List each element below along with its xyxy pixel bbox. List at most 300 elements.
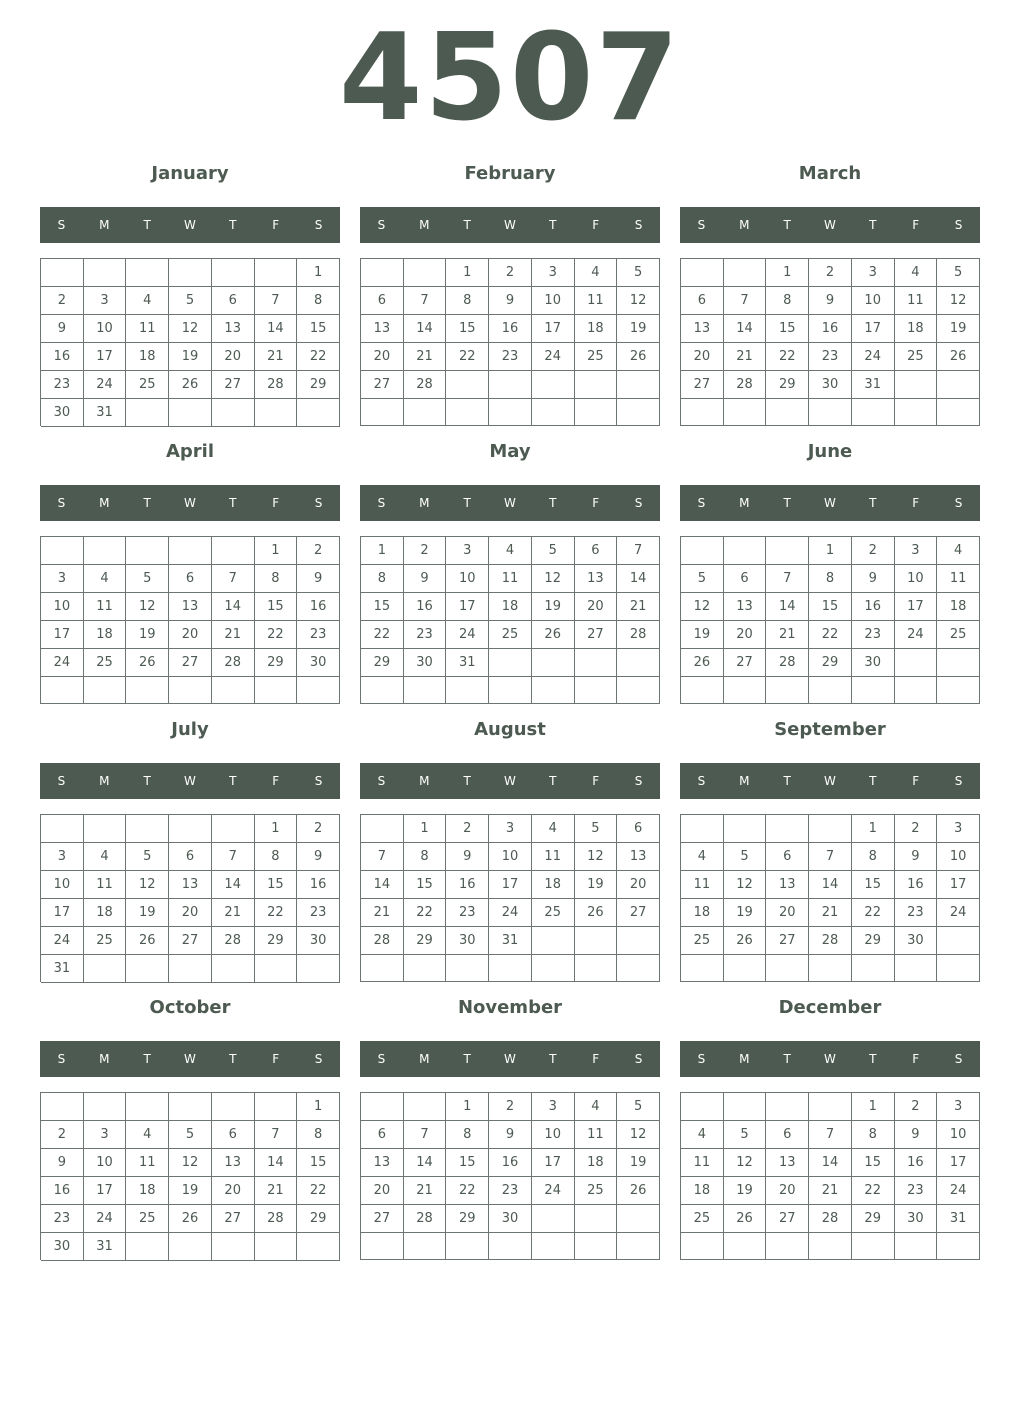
day-cell: 12	[126, 593, 169, 621]
day-cell	[724, 259, 767, 287]
day-cell: 16	[41, 1177, 84, 1205]
day-cell: 18	[575, 315, 618, 343]
day-cell: 12	[532, 565, 575, 593]
day-cell: 8	[255, 565, 298, 593]
day-cell	[126, 537, 169, 565]
day-cell: 29	[852, 927, 895, 955]
day-cell: 16	[809, 315, 852, 343]
day-cell: 4	[126, 287, 169, 315]
day-cell: 25	[489, 621, 532, 649]
day-cell	[766, 1093, 809, 1121]
day-cell: 28	[617, 621, 660, 649]
day-cell: 15	[852, 871, 895, 899]
day-cell: 8	[297, 287, 340, 315]
day-cell: 29	[255, 927, 298, 955]
month-name: November	[457, 997, 563, 1018]
weekday-label: S	[634, 1052, 643, 1066]
day-cell: 17	[532, 1149, 575, 1177]
day-cell	[84, 259, 127, 287]
day-cell: 3	[84, 1121, 127, 1149]
day-cell: 19	[617, 1149, 660, 1177]
day-cell	[297, 399, 340, 427]
day-cell	[852, 1233, 895, 1260]
day-cell: 15	[446, 315, 489, 343]
day-cell	[809, 677, 852, 704]
day-cell: 6	[681, 287, 724, 315]
day-cell: 21	[404, 1177, 447, 1205]
day-cell: 25	[575, 1177, 618, 1205]
weekday-label: W	[504, 1052, 516, 1066]
day-cell: 9	[297, 565, 340, 593]
day-cell: 20	[169, 621, 212, 649]
weekday-label: T	[143, 496, 151, 510]
weekday-label: S	[697, 218, 706, 232]
day-cell: 10	[937, 843, 980, 871]
day-cell: 8	[809, 565, 852, 593]
day-cell	[532, 927, 575, 955]
weekday-label: F	[592, 496, 600, 510]
day-cell: 14	[212, 593, 255, 621]
day-cell: 5	[617, 259, 660, 287]
day-cell: 12	[937, 287, 980, 315]
day-cell	[404, 1233, 447, 1260]
day-cell: 24	[489, 899, 532, 927]
weekday-label: T	[869, 774, 877, 788]
day-cell: 7	[255, 287, 298, 315]
day-cell: 23	[809, 343, 852, 371]
day-cell: 11	[937, 565, 980, 593]
weekday-label: M	[419, 496, 430, 510]
day-cell: 4	[937, 537, 980, 565]
day-cell	[169, 677, 212, 704]
weekday-label: M	[739, 496, 750, 510]
day-grid	[40, 536, 340, 704]
day-cell: 13	[361, 315, 404, 343]
day-cell: 31	[489, 927, 532, 955]
day-cell: 27	[681, 371, 724, 399]
day-cell	[446, 371, 489, 399]
day-cell	[895, 677, 938, 704]
day-grid	[680, 1092, 980, 1260]
day-cell: 20	[617, 871, 660, 899]
day-cell: 2	[895, 1093, 938, 1121]
day-cell: 21	[404, 343, 447, 371]
day-cell: 12	[681, 593, 724, 621]
weekday-label: T	[783, 218, 791, 232]
day-cell: 15	[809, 593, 852, 621]
day-cell	[489, 649, 532, 677]
day-cell	[532, 649, 575, 677]
weekday-label: T	[549, 496, 557, 510]
day-cell: 26	[681, 649, 724, 677]
day-cell	[297, 1233, 340, 1261]
day-cell: 19	[681, 621, 724, 649]
weekday-label: S	[314, 496, 323, 510]
weekday-label: F	[272, 774, 280, 788]
day-cell	[532, 955, 575, 982]
weekday-label: T	[463, 1052, 471, 1066]
day-cell	[212, 1093, 255, 1121]
day-cell	[404, 1093, 447, 1121]
day-grid	[360, 536, 660, 704]
day-cell: 8	[404, 843, 447, 871]
day-cell: 24	[937, 899, 980, 927]
day-cell	[809, 399, 852, 426]
day-cell: 13	[724, 593, 767, 621]
day-cell: 30	[895, 927, 938, 955]
day-cell: 1	[852, 815, 895, 843]
month-name: February	[464, 163, 556, 184]
month-name: August	[474, 719, 546, 740]
day-cell: 17	[84, 1177, 127, 1205]
day-cell: 6	[724, 565, 767, 593]
day-cell	[84, 537, 127, 565]
weekday-label: S	[954, 774, 963, 788]
weekday-label: S	[377, 1052, 386, 1066]
day-cell	[724, 677, 767, 704]
day-cell: 28	[809, 1205, 852, 1233]
weekday-label: M	[419, 774, 430, 788]
weekday-label: S	[377, 774, 386, 788]
day-cell	[617, 927, 660, 955]
day-cell: 20	[361, 343, 404, 371]
day-cell: 19	[169, 1177, 212, 1205]
weekday-header	[40, 207, 340, 243]
weekday-label: T	[229, 774, 237, 788]
day-cell: 16	[489, 1149, 532, 1177]
day-cell: 13	[212, 1149, 255, 1177]
day-cell: 11	[84, 871, 127, 899]
weekday-label: W	[824, 774, 836, 788]
day-cell: 27	[724, 649, 767, 677]
day-cell: 2	[489, 1093, 532, 1121]
day-cell	[895, 955, 938, 982]
day-cell: 3	[937, 815, 980, 843]
weekday-label: W	[504, 496, 516, 510]
day-cell: 9	[446, 843, 489, 871]
day-cell: 1	[766, 259, 809, 287]
day-cell: 21	[212, 899, 255, 927]
weekday-label: T	[143, 218, 151, 232]
day-cell	[212, 677, 255, 704]
day-cell	[212, 537, 255, 565]
day-cell: 27	[212, 1205, 255, 1233]
day-cell: 10	[84, 315, 127, 343]
day-cell: 26	[532, 621, 575, 649]
day-cell	[937, 1233, 980, 1260]
day-cell: 3	[895, 537, 938, 565]
day-cell: 3	[446, 537, 489, 565]
day-cell: 2	[297, 537, 340, 565]
day-cell: 17	[446, 593, 489, 621]
day-cell: 25	[937, 621, 980, 649]
day-cell	[126, 1093, 169, 1121]
day-grid	[360, 1092, 660, 1260]
day-cell	[617, 1233, 660, 1260]
day-cell	[169, 1233, 212, 1261]
day-cell: 28	[255, 371, 298, 399]
day-cell	[126, 677, 169, 704]
day-grid	[680, 536, 980, 704]
day-cell: 16	[404, 593, 447, 621]
day-cell: 20	[169, 899, 212, 927]
day-cell: 22	[809, 621, 852, 649]
day-cell: 26	[617, 343, 660, 371]
day-cell: 30	[41, 399, 84, 427]
day-cell: 25	[84, 927, 127, 955]
day-cell: 13	[169, 871, 212, 899]
day-cell: 13	[575, 565, 618, 593]
day-cell: 16	[297, 871, 340, 899]
day-cell	[532, 677, 575, 704]
weekday-label: T	[229, 218, 237, 232]
day-cell: 21	[255, 343, 298, 371]
month-march	[680, 160, 980, 426]
day-cell	[766, 537, 809, 565]
day-cell: 11	[126, 315, 169, 343]
day-cell: 22	[297, 1177, 340, 1205]
day-cell: 9	[895, 1121, 938, 1149]
day-cell: 1	[255, 815, 298, 843]
day-cell: 2	[446, 815, 489, 843]
day-cell: 25	[532, 899, 575, 927]
day-cell: 11	[532, 843, 575, 871]
weekday-header	[360, 763, 660, 799]
day-cell: 11	[575, 1121, 618, 1149]
day-cell	[84, 1093, 127, 1121]
day-cell: 6	[617, 815, 660, 843]
day-cell	[297, 677, 340, 704]
day-cell: 19	[126, 621, 169, 649]
weekday-header	[680, 207, 980, 243]
day-cell	[126, 1233, 169, 1261]
day-cell: 28	[212, 927, 255, 955]
day-cell	[895, 1233, 938, 1260]
weekday-label: S	[954, 218, 963, 232]
day-cell: 7	[255, 1121, 298, 1149]
day-cell: 29	[255, 649, 298, 677]
day-cell: 16	[852, 593, 895, 621]
year-title: 4507	[339, 9, 681, 148]
months-grid	[40, 160, 980, 1260]
day-cell	[724, 815, 767, 843]
day-cell: 9	[852, 565, 895, 593]
day-cell: 16	[446, 871, 489, 899]
day-cell: 2	[809, 259, 852, 287]
day-cell	[681, 955, 724, 982]
weekday-label: S	[697, 496, 706, 510]
day-cell: 14	[809, 1149, 852, 1177]
weekday-header	[40, 485, 340, 521]
day-cell: 21	[724, 343, 767, 371]
weekday-label: S	[314, 1052, 323, 1066]
day-cell: 17	[937, 871, 980, 899]
day-cell: 17	[937, 1149, 980, 1177]
day-cell: 23	[852, 621, 895, 649]
day-cell: 7	[212, 843, 255, 871]
day-cell: 13	[681, 315, 724, 343]
weekday-label: W	[824, 1052, 836, 1066]
day-cell	[169, 537, 212, 565]
day-cell: 22	[297, 343, 340, 371]
day-cell: 6	[212, 1121, 255, 1149]
day-cell	[617, 955, 660, 982]
weekday-label: S	[377, 218, 386, 232]
weekday-label: W	[504, 774, 516, 788]
day-cell: 4	[575, 259, 618, 287]
day-cell: 18	[126, 343, 169, 371]
day-cell: 15	[297, 1149, 340, 1177]
day-cell	[255, 399, 298, 427]
day-cell: 30	[809, 371, 852, 399]
month-july	[40, 716, 340, 982]
day-cell: 26	[169, 1205, 212, 1233]
day-cell	[84, 677, 127, 704]
day-cell: 22	[404, 899, 447, 927]
day-cell: 24	[446, 621, 489, 649]
day-cell: 31	[937, 1205, 980, 1233]
day-cell: 11	[126, 1149, 169, 1177]
day-cell: 1	[404, 815, 447, 843]
day-cell: 17	[489, 871, 532, 899]
day-cell: 23	[895, 1177, 938, 1205]
day-cell	[404, 955, 447, 982]
weekday-label: S	[634, 774, 643, 788]
day-cell: 28	[404, 371, 447, 399]
month-october	[40, 994, 340, 1260]
month-december	[680, 994, 980, 1260]
day-cell	[724, 1093, 767, 1121]
day-cell: 10	[41, 593, 84, 621]
day-cell: 10	[532, 287, 575, 315]
day-cell: 13	[361, 1149, 404, 1177]
day-cell: 17	[41, 899, 84, 927]
day-cell	[212, 1233, 255, 1261]
day-cell: 5	[532, 537, 575, 565]
day-cell: 11	[84, 593, 127, 621]
day-cell	[169, 955, 212, 983]
day-cell	[212, 259, 255, 287]
day-cell: 11	[681, 1149, 724, 1177]
day-cell: 23	[297, 899, 340, 927]
day-cell	[446, 677, 489, 704]
day-cell: 18	[532, 871, 575, 899]
weekday-label: T	[783, 1052, 791, 1066]
day-cell: 24	[852, 343, 895, 371]
weekday-label: W	[184, 774, 196, 788]
day-cell: 27	[361, 1205, 404, 1233]
day-cell: 29	[297, 1205, 340, 1233]
day-cell: 4	[532, 815, 575, 843]
day-cell	[681, 399, 724, 426]
day-cell	[809, 1233, 852, 1260]
day-cell: 26	[126, 927, 169, 955]
day-cell: 19	[724, 1177, 767, 1205]
day-cell: 31	[446, 649, 489, 677]
day-cell: 4	[489, 537, 532, 565]
day-cell	[446, 399, 489, 426]
weekday-label: W	[184, 1052, 196, 1066]
day-cell	[575, 371, 618, 399]
day-cell: 14	[617, 565, 660, 593]
day-cell: 2	[895, 815, 938, 843]
day-cell: 9	[489, 287, 532, 315]
day-cell	[809, 1093, 852, 1121]
weekday-label: T	[869, 496, 877, 510]
day-cell: 1	[446, 259, 489, 287]
day-cell: 30	[446, 927, 489, 955]
day-cell: 4	[126, 1121, 169, 1149]
day-cell: 4	[84, 843, 127, 871]
day-cell: 29	[766, 371, 809, 399]
month-name: December	[778, 997, 882, 1018]
day-cell: 21	[809, 1177, 852, 1205]
weekday-header	[360, 207, 660, 243]
day-cell: 18	[681, 1177, 724, 1205]
day-cell: 22	[766, 343, 809, 371]
day-cell: 25	[895, 343, 938, 371]
day-cell: 18	[895, 315, 938, 343]
day-cell: 20	[724, 621, 767, 649]
day-cell: 17	[895, 593, 938, 621]
day-cell: 8	[446, 287, 489, 315]
day-cell: 14	[766, 593, 809, 621]
day-cell: 28	[255, 1205, 298, 1233]
day-cell: 23	[404, 621, 447, 649]
day-cell	[852, 955, 895, 982]
day-cell	[617, 677, 660, 704]
day-cell: 24	[895, 621, 938, 649]
weekday-label: T	[463, 496, 471, 510]
day-cell: 15	[297, 315, 340, 343]
weekday-label: F	[272, 1052, 280, 1066]
weekday-label: T	[463, 774, 471, 788]
weekday-label: M	[99, 496, 110, 510]
day-cell: 18	[681, 899, 724, 927]
day-cell: 23	[489, 343, 532, 371]
day-cell	[255, 1233, 298, 1261]
day-cell	[212, 955, 255, 983]
day-cell	[617, 371, 660, 399]
day-cell: 17	[41, 621, 84, 649]
day-cell: 12	[575, 843, 618, 871]
day-cell: 7	[809, 843, 852, 871]
day-cell: 22	[361, 621, 404, 649]
day-cell: 5	[169, 287, 212, 315]
day-cell	[681, 537, 724, 565]
day-cell: 23	[895, 899, 938, 927]
day-cell: 5	[126, 565, 169, 593]
day-cell: 13	[169, 593, 212, 621]
day-grid	[40, 1092, 340, 1260]
day-cell: 3	[937, 1093, 980, 1121]
day-cell: 3	[532, 259, 575, 287]
day-cell: 8	[852, 1121, 895, 1149]
day-cell: 29	[404, 927, 447, 955]
day-cell: 2	[489, 259, 532, 287]
day-cell: 8	[297, 1121, 340, 1149]
day-cell	[724, 1233, 767, 1260]
day-cell: 8	[255, 843, 298, 871]
day-cell: 16	[41, 343, 84, 371]
day-grid	[360, 814, 660, 982]
day-cell: 18	[937, 593, 980, 621]
day-cell: 26	[575, 899, 618, 927]
day-cell: 15	[766, 315, 809, 343]
day-cell	[489, 677, 532, 704]
day-cell: 7	[361, 843, 404, 871]
weekday-label: M	[739, 1052, 750, 1066]
